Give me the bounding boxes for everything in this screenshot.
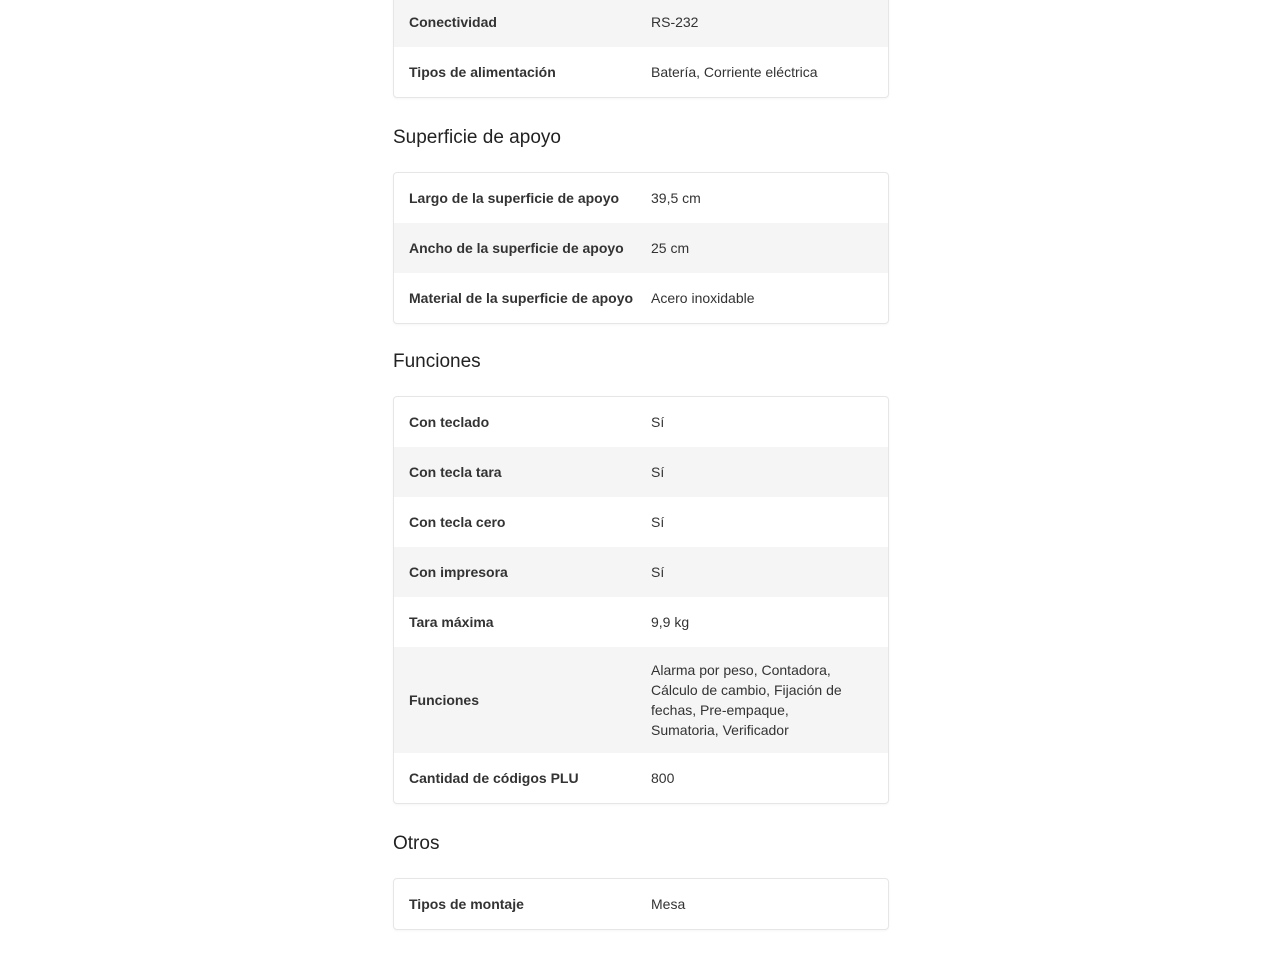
table-row: [394, 223, 888, 273]
spec-label: Funciones: [409, 692, 480, 708]
spec-value: Sí: [651, 414, 665, 430]
spec-table: [393, 396, 889, 804]
spec-section-other: [393, 878, 889, 930]
spec-value: 800: [651, 770, 675, 786]
spec-label: Largo de la superficie de apoyo: [409, 190, 620, 206]
spec-table: [393, 0, 889, 98]
spec-value: Sí: [651, 514, 665, 530]
spec-value: Sí: [651, 564, 665, 580]
spec-value: RS-232: [651, 14, 699, 30]
spec-value: Acero inoxidable: [651, 290, 755, 306]
table-row: [394, 497, 888, 547]
spec-table: [393, 878, 889, 930]
spec-value: 39,5 cm: [651, 190, 701, 206]
table-row: [394, 273, 888, 323]
spec-label: Cantidad de códigos PLU: [409, 770, 579, 786]
spec-label: Con tecla cero: [409, 514, 506, 530]
table-row: [394, 173, 888, 223]
spec-value: Sí: [651, 464, 665, 480]
table-row: [394, 547, 888, 597]
spec-label: Ancho de la superficie de apoyo: [409, 240, 624, 256]
table-row: [394, 47, 888, 97]
table-row: [394, 397, 888, 447]
table-row: [394, 0, 888, 47]
spec-label: Con impresora: [409, 564, 508, 580]
spec-label: Con teclado: [409, 414, 490, 430]
table-row: [394, 597, 888, 647]
section-title: Otros: [393, 833, 440, 854]
section-title: Funciones: [393, 351, 481, 372]
table-row: [394, 447, 888, 497]
spec-value: 25 cm: [651, 240, 690, 256]
spec-value: Mesa: [651, 896, 686, 912]
table-row: [394, 753, 888, 803]
table-row: [394, 879, 888, 929]
spec-value: 9,9 kg: [651, 614, 690, 630]
spec-label: Conectividad: [409, 14, 497, 30]
spec-table: [393, 172, 889, 324]
spec-label: Tara máxima: [409, 614, 494, 630]
spec-section-surface: [393, 172, 889, 324]
spec-label: Tipos de montaje: [409, 896, 524, 912]
table-row: [394, 647, 888, 753]
spec-label: Material de la superficie de apoyo: [409, 290, 634, 306]
spec-value: Alarma por peso, Contadora, Cálculo de cambio, Fijación de fechas, Pre-empaque, Sumatoria, Verificador: [651, 662, 842, 738]
section-title: Superficie de apoyo: [393, 127, 561, 148]
spec-section-functions: [393, 396, 889, 804]
spec-value: Batería, Corriente eléctrica: [651, 64, 818, 80]
spec-label: Con tecla tara: [409, 464, 502, 480]
spec-label: Tipos de alimentación: [409, 64, 556, 80]
spec-section-connectivity: [393, 0, 889, 98]
